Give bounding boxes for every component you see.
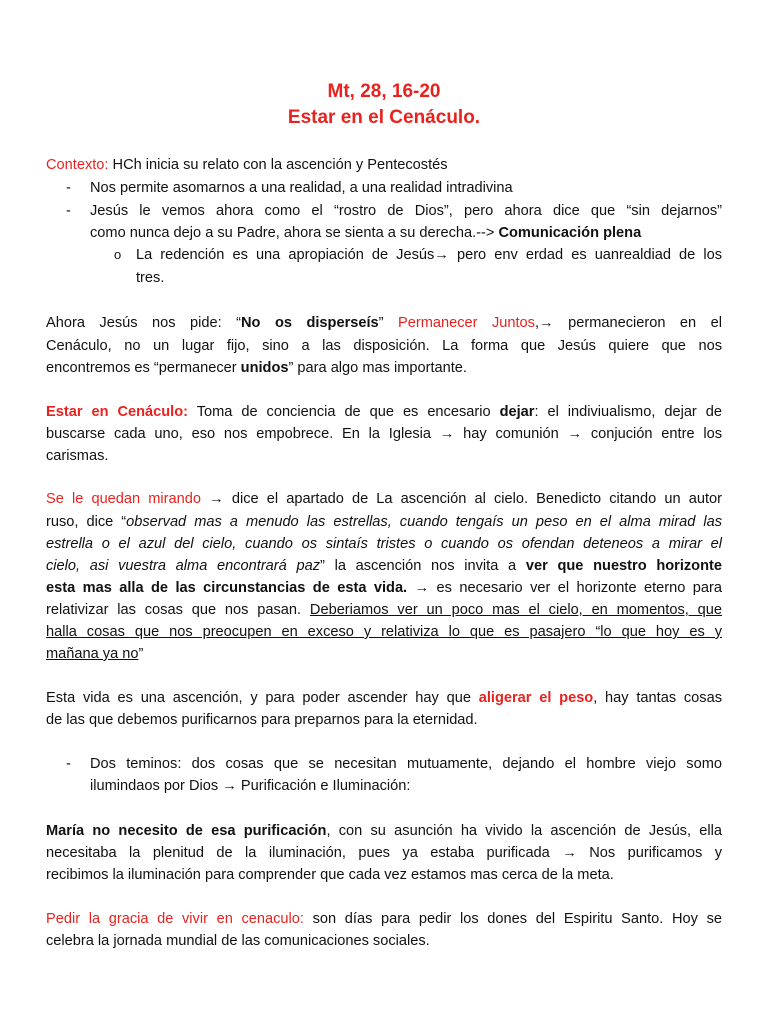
p1-red: Permanecer Juntos <box>398 315 535 331</box>
p2-label: Estar en Cenáculo: <box>46 404 188 420</box>
p2-text: Toma de conciencia de que es encesario <box>188 404 500 420</box>
p3-line-5 <box>46 578 722 598</box>
p3-bold: esta mas alla de las circunstancias de esta vida. <box>46 580 408 596</box>
p6-text: , con su asunción ha vivido la ascención de Jesús, ella <box>326 823 722 839</box>
p3-italic: observad mas a menudo las estrellas, cuando tengaís un peso en el alma mirad las <box>126 514 723 530</box>
p4-red-bold: aligerar el peso <box>478 690 594 706</box>
context-sub-line-1: La redención es una apropiación de Jesús→ pero env erdad es uanrealdiad de los <box>136 247 722 263</box>
p3-line-6 <box>46 600 722 620</box>
p3-line-2 <box>46 512 722 532</box>
context-bullet-2-bold: Comunicación plena <box>498 225 642 241</box>
p6-line-3: recibimos la iluminación para comprender que cada vez estamos mas cerca de la meta. <box>46 867 614 883</box>
p2-text: : el indiviualismo, dejar de <box>534 404 722 420</box>
p3-italic: cielo, asi vuestra alma encontrará paz <box>46 558 321 574</box>
context-bullet-2-line-1: Jesús le vemos ahora como el “rostro de Dios”, pero ahora dice que “sin dejarnos” <box>90 203 722 219</box>
p4-line-2: de las que debemos purificarnos para preparnos para la eternidad. <box>46 712 478 728</box>
p3-text: ” <box>138 646 144 662</box>
p3-line-8 <box>46 644 722 664</box>
p7-line-2: celebra la jornada mundial de las comunicaciones sociales. <box>46 933 430 949</box>
bullet-dash: - <box>66 180 71 196</box>
p6-line-2: necesitaba la plenitud de la iluminación, pues ya estaba purificada → Nos purificamos y <box>46 845 722 861</box>
p3-underlined: Deberiamos ver un poco mas el cielo, en momentos, que <box>309 602 722 618</box>
document-title: Mt, 28, 16-20 <box>327 81 441 102</box>
p1-bold: No os disperseís <box>241 315 379 331</box>
p1-line-1 <box>46 313 722 333</box>
p1-bold: unidos <box>240 360 289 376</box>
p1-text: ,→ permanecieron en el <box>534 315 722 331</box>
p1-text: Ahora Jesús nos pide: “ <box>46 315 242 331</box>
p3-underlined: mañana ya no <box>46 646 139 662</box>
bullet-circle: o <box>114 247 122 262</box>
p6-bold: María no necesito de esa purificación <box>46 823 327 839</box>
p5-line-2: ilumindaos por Dios → Purificación e Iluminación: <box>90 778 411 794</box>
p4-line-1 <box>46 688 722 708</box>
p5-line-1: Dos teminos: dos cosas que se necesitan mutuamente, dejando el hombre viejo somo <box>90 756 722 772</box>
context-bullet-2-line-2 <box>90 223 722 243</box>
p3-line-7: halla cosas que nos preocupen en exceso y relativiza lo que es pasajero “lo que hoy es y <box>46 624 722 640</box>
p7-label: Pedir la gracia de vivir en cenaculo: <box>46 911 304 927</box>
p3-text: → es necesario ver el horizonte eterno para <box>407 580 723 596</box>
p6-line-1 <box>46 821 722 841</box>
p2-line-1 <box>46 402 722 422</box>
p3-text: relativizar las cosas que nos pasan. <box>46 602 310 618</box>
p2-bold: dejar <box>499 404 535 420</box>
p3-text: ruso, dice “ <box>46 514 127 530</box>
p3-text: ” la ascención nos invita a <box>320 558 526 574</box>
context-bullet-2-text: como nunca dejo a su Padre, ahora se sienta a su derecha.--> <box>90 225 499 241</box>
p3-text: → dice el apartado de La ascención al cielo. Benedicto citando un autor <box>201 491 722 507</box>
bullet-dash: - <box>66 203 71 219</box>
context-label: Contexto: <box>46 157 109 173</box>
p3-line-4 <box>46 556 722 576</box>
context-line <box>46 155 722 175</box>
p2-line-2: buscarse cada uno, eso nos empobrece. En la Iglesia → hay comunión → conjución entre los <box>46 426 722 442</box>
p1-text: ” <box>378 315 398 331</box>
p1-line-2: Cenáculo, no un lugar fijo, sino a las disposición. La forma que Jesús quiere que nos <box>46 338 722 354</box>
p3-label: Se le quedan mirando <box>46 491 201 507</box>
p7-line-1 <box>46 909 722 929</box>
bullet-dash: - <box>66 756 71 772</box>
context-text: HCh inicia su relato con la ascención y Pentecostés <box>108 157 448 173</box>
p7-text: son días para pedir los dones del Espiritu Santo. Hoy se <box>303 911 722 927</box>
p2-line-3: carismas. <box>46 448 109 464</box>
context-bullet-1: Nos permite asomarnos a una realidad, a una realidad intradivina <box>90 180 513 196</box>
p3-bold: ver que nuestro horizonte <box>525 558 722 574</box>
p3-line-1 <box>46 489 722 509</box>
p1-text: ” para algo mas importante. <box>288 360 467 376</box>
document-subtitle: Estar en el Cenáculo. <box>287 107 481 128</box>
p1-text: encontremos es “permanecer <box>46 360 241 376</box>
p4-text: Esta vida es una ascención, y para poder ascender hay que <box>46 690 479 706</box>
context-sub-line-2: tres. <box>136 270 165 286</box>
p3-line-3: estrella o el azul del cielo, cuando os sintaís tristes o cuando os ofendan deteneos a mirar el <box>46 536 722 552</box>
p4-text: , hay tantas cosas <box>593 690 723 706</box>
p1-line-3 <box>46 358 722 378</box>
